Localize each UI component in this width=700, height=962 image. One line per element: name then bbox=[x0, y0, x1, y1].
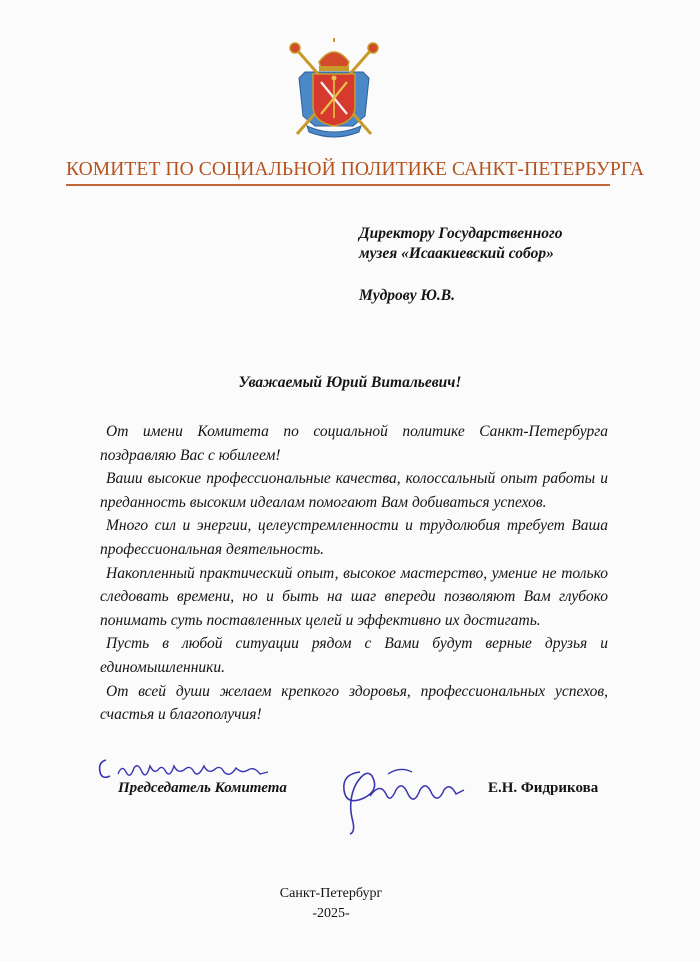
addressee-line-2: музея «Исаакиевский собор» bbox=[359, 245, 554, 262]
footer-year: -2025- bbox=[312, 906, 350, 921]
organization-name: КОМИТЕТ ПО СОЦИАЛЬНОЙ ПОЛИТИКЕ САНКТ-ПЕТЕРБУРГА bbox=[66, 159, 645, 180]
signature-graphic bbox=[330, 760, 470, 836]
letter-body bbox=[100, 420, 608, 727]
spb-coat-of-arms-icon bbox=[285, 38, 383, 140]
body-paragraph: Пусть в любой ситуации рядом с Вами будут верные друзья и единомышленники. bbox=[100, 635, 608, 676]
body-paragraph: Много сил и энергии, целеустремленности и трудолюбия требует Ваша профессиональная деятельность. bbox=[100, 517, 608, 558]
addressee-line-1: Директору Государственного bbox=[359, 225, 563, 242]
footer-city: Санкт-Петербург bbox=[279, 886, 383, 901]
body-paragraph: От имени Комитета по социальной политике Санкт-Петербурга поздравляю Вас с юбилеем! bbox=[100, 423, 608, 464]
signatory-title: Председатель Комитета bbox=[118, 780, 287, 796]
body-paragraph: Ваши высокие профессиональные качества, колоссальный опыт работы и преданность высоким идеалам помогают Вам добиваться успехов. bbox=[100, 470, 608, 511]
body-paragraph: От всей души желаем крепкого здоровья, профессиональных успехов, счастья и благополучия! bbox=[100, 682, 608, 724]
footer bbox=[0, 884, 662, 924]
salutation: Уважаемый Юрий Витальевич! bbox=[238, 374, 462, 391]
signatory-name: Е.Н. Фидрикова bbox=[488, 780, 599, 796]
header-divider bbox=[66, 184, 610, 186]
addressee-name: Мудрову Ю.В. bbox=[359, 287, 455, 304]
body-paragraph: Накопленный практический опыт, высокое мастерство, умение не только следовать времени, но и быть на шаг впереди позволяют Вам глубоко понимать суть поставленных целей и эффективно их достигать. bbox=[100, 564, 608, 629]
addressee-block bbox=[359, 224, 562, 306]
